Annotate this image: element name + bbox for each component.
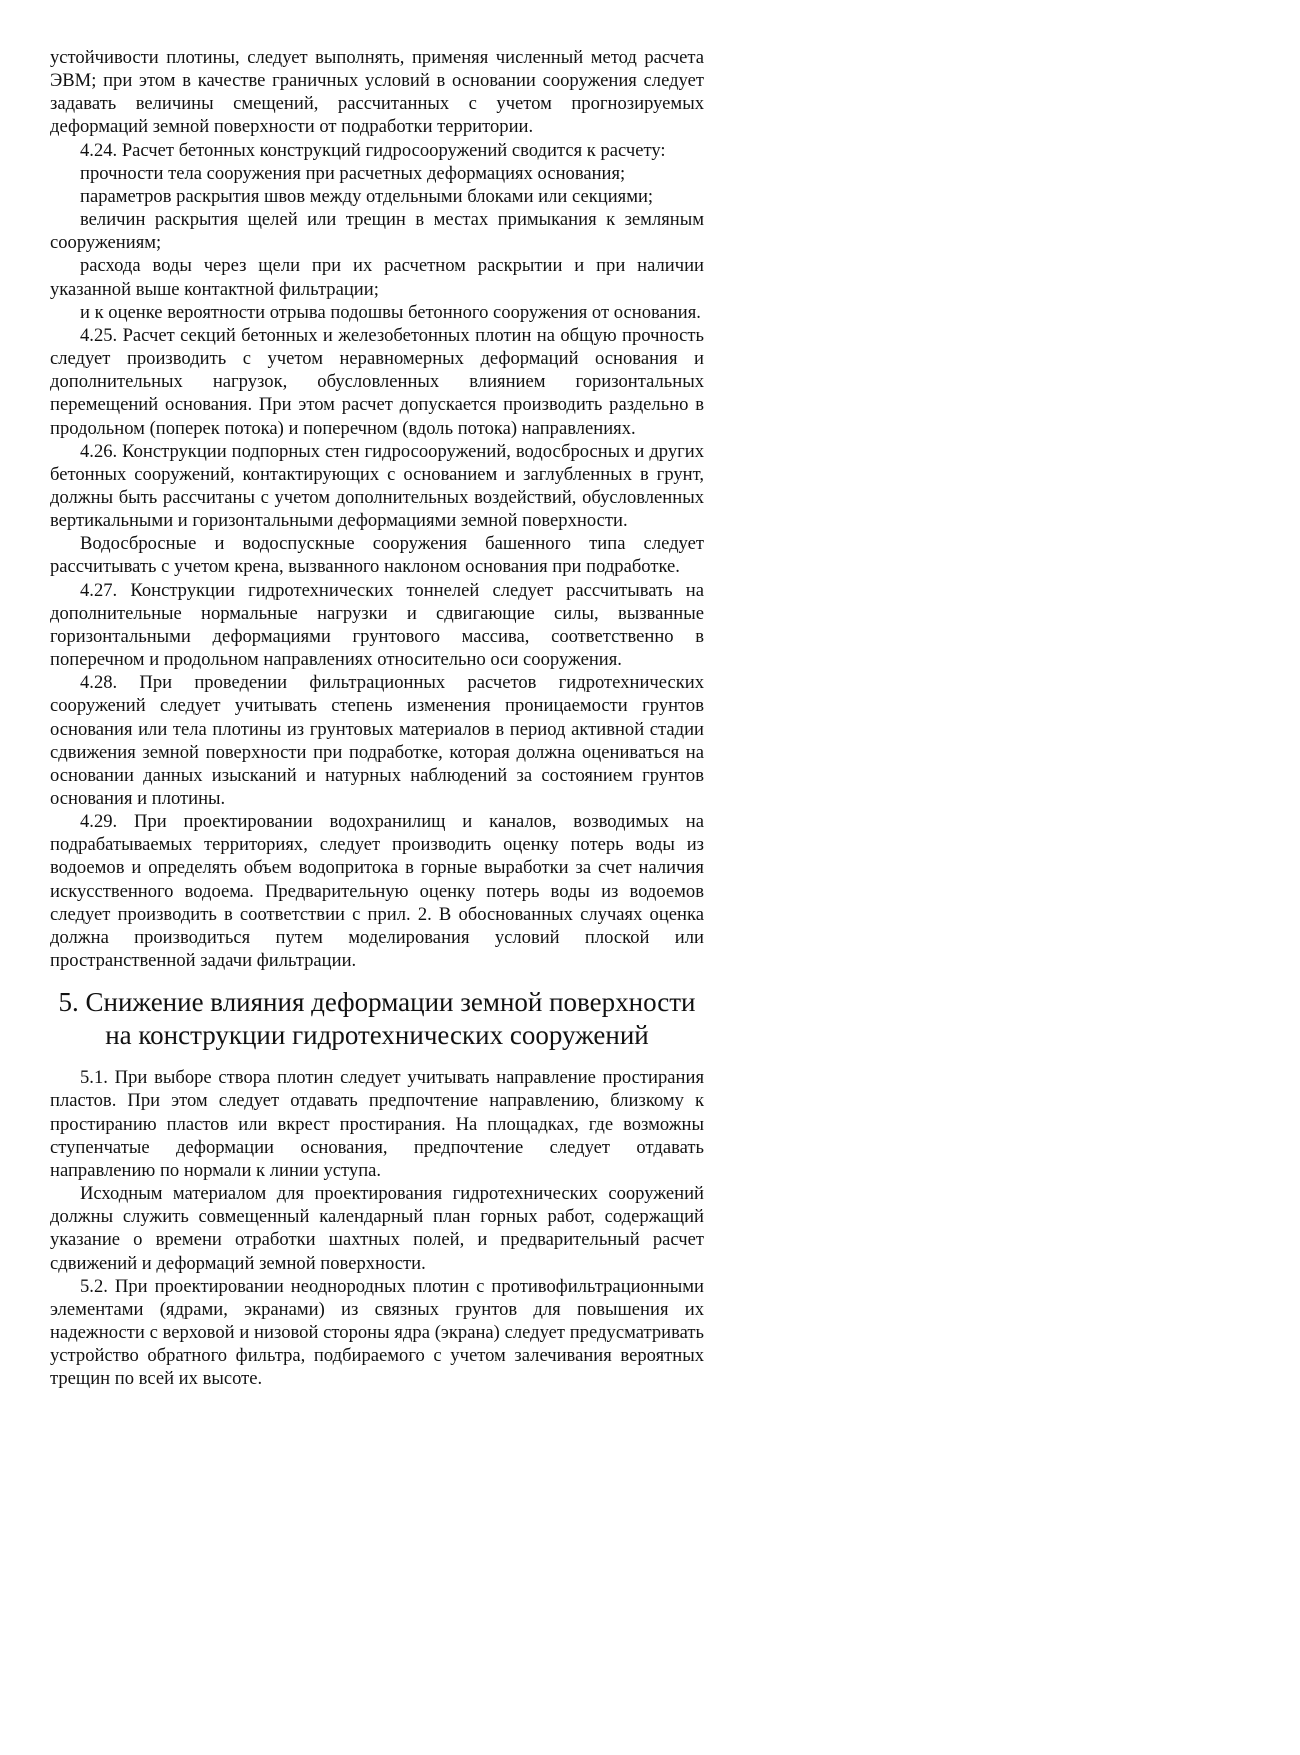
paragraph-source-material: Исходным материалом для проектирования гидротехнических сооружений должны служить совмещенный календарный план горных работ, содержащий указание о времени отработки шахтных полей, и предварительный расчет сдвижений и деформаций земной поверхности.	[50, 1183, 704, 1274]
paragraph-4-29: 4.29. При проектировании водохранилищ и каналов, возводимых на подрабатываемых территориях, следует производить оценку потерь воды из водоемов и определять объем водопритока в горные выработки за счет наличия искусственного водоема. Предварительную оценку потерь воды из водоемов следует производить в соответствии с прил. 2. В обоснованных случаях оценка должна производиться путем моделирования условий плоской или пространственной задачи фильтрации.	[50, 811, 704, 972]
document-page	[50, 46, 704, 1390]
list-item-joint-opening: параметров раскрытия швов между отдельными блоками или секциями;	[80, 185, 654, 207]
paragraph-4-26: 4.26. Конструкции подпорных стен гидросооружений, водосбросных и других бетонных сооружений, контактирующих с основанием и заглубленных в грунт, должны быть рассчитаны с учетом дополнительных воздействий, обусловленных вертикальными и горизонтальными деформациями земной поверхности.	[50, 440, 704, 532]
paragraph-5-2: 5.2. При проектировании неоднородных плотин с противофильтрационными элементами (ядрами, экранами) из связных грунтов для повышения их надежности с верховой и низовой стороны ядра (экрана) следует предусматривать устройство обратного фильтра, подбираемого с учетом залечивания вероятных трещин по всей их высоте.	[50, 1275, 704, 1390]
section-title: 5. Снижение влияния деформации земной поверхности на конструкции гидротехнических сооружений	[58, 987, 696, 1051]
list-item-water-flow: расхода воды через щели при их расчетном раскрытии и при наличии указанной выше контактной фильтрации;	[50, 255, 704, 300]
paragraph-tower-structures: Водосбросные и водоспускные сооружения башенного типа следует рассчитывать с учетом крена, вызванного наклоном основания при подработке.	[50, 533, 704, 578]
paragraph-4-25: 4.25. Расчет секций бетонных и железобетонных плотин на общую прочность следует производить с учетом неравномерных деформаций основания и дополнительных нагрузок, обусловленных влиянием горизонтальных перемещений основания. При этом расчет допускается производить раздельно в продольном (поперек потока) и поперечном (вдоль потока) направлениях.	[50, 324, 704, 439]
list-item-gap-opening: величин раскрытия щелей или трещин в местах примыкания к земляным сооружениям;	[50, 209, 704, 254]
list-item-separation: и к оценке вероятности отрыва подошвы бетонного сооружения от основания.	[80, 301, 701, 323]
list-item-strength: прочности тела сооружения при расчетных деформациях основания;	[80, 162, 626, 184]
paragraph-continued: устойчивости плотины, следует выполнять, применяя численный метод расчета ЭВМ; при этом в качестве граничных условий в основании сооружения следует задавать величины смещений, рассчитанных с учетом прогнозируемых деформаций земной поверхности от подработки территории.	[50, 47, 704, 138]
paragraph-5-1: 5.1. При выборе створа плотин следует учитывать направление простирания пластов. При этом следует отдавать предпочтение направлению, близкому к простиранию пластов или вкрест простирания. На площадках, где возможны ступенчатые деформации основания, предпочтение следует отдавать направлению по нормали к линии уступа.	[50, 1067, 704, 1181]
paragraph-4-27: 4.27. Конструкции гидротехнических тоннелей следует рассчитывать на дополнительные нормальные нагрузки и сдвигающие силы, вызванные горизонтальными деформациями грунтового массива, соответственно в поперечном и продольном направлениях относительно оси сооружения.	[50, 579, 704, 671]
paragraph-4-28: 4.28. При проведении фильтрационных расчетов гидротехнических сооружений следует учитывать степень изменения проницаемости грунтов основания или тела плотины из грунтовых материалов в период активной стадии сдвижения земной поверхности при подработке, которая должна оцениваться на основании данных изысканий и натурных наблюдений за состоянием грунтов основания и плотины.	[50, 672, 704, 809]
paragraph-4-24: 4.24. Расчет бетонных конструкций гидросооружений сводится к расчету:	[80, 139, 666, 161]
